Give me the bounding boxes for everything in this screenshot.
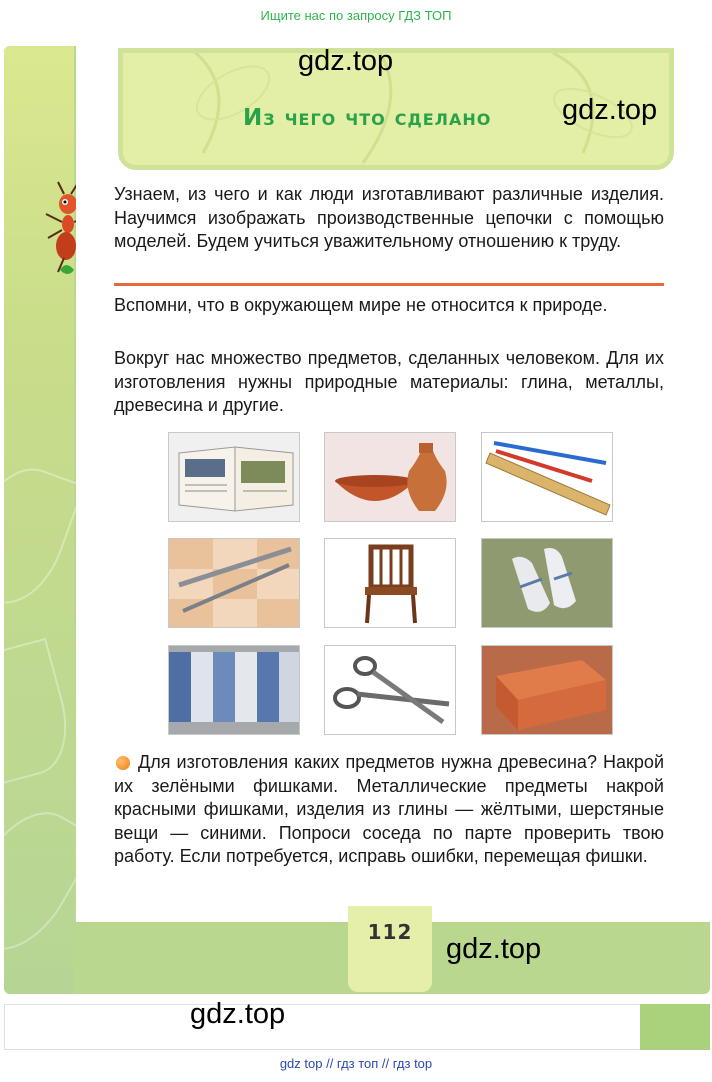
watermark: gdz.top: [446, 933, 542, 965]
photo-pencils-and-ruler: [481, 432, 613, 522]
watermark: gdz.top: [562, 94, 658, 126]
photo-woolen-mittens: [481, 538, 613, 628]
footer-links[interactable]: gdz top // гдз топ // гдз top: [279, 1056, 433, 1071]
watermark: gdz.top: [298, 45, 394, 77]
page-title: Из чего что сделано: [243, 105, 492, 131]
recall-paragraph: Вспомни, что в окружающем мире не относится к природе.: [114, 295, 608, 315]
next-page-margin: [640, 1004, 710, 1050]
page-number-tab: [348, 906, 432, 992]
next-page-preview: [4, 1004, 710, 1050]
explanation-paragraph: Вокруг нас множество предметов, сделанных человеком. Для их изготовления нужны природные материалы: глина, металлы, древесина и другие.: [114, 348, 664, 415]
watermark: gdz.top: [190, 998, 286, 1030]
top-banner: [0, 0, 712, 32]
photo-scissors: [324, 645, 456, 735]
photo-clay-bowl-and-vase: [324, 432, 456, 522]
photo-brick: [481, 645, 613, 735]
top-banner-text: Ищите нас по запросу ГДЗ ТОП: [260, 8, 452, 23]
photo-wooden-chair: [324, 538, 456, 628]
intro-paragraph: Узнаем, из чего и как люди изготавливают различные изделия. Научимся изображать производственные цепочки с помощью моделей. Будем учиться уважительному отношению к труду.: [114, 184, 664, 251]
page-number: 112: [367, 920, 413, 944]
divider-line: [114, 283, 664, 286]
task-paragraph: Для изготовления каких предметов нужна древесина? Накрой их зелёными фишками. Металлические предметы накрой красными фишками, изделия из глины — жёлтыми, шерстяные вещи — синими. Попроси соседа по парте проверить твою работу. Если потребуется, исправь ошибки, перемещая фишки.: [114, 752, 664, 866]
photo-knife-and-fork: [168, 538, 300, 628]
photo-book: [168, 432, 300, 522]
photo-woolen-scarf: [168, 645, 300, 735]
